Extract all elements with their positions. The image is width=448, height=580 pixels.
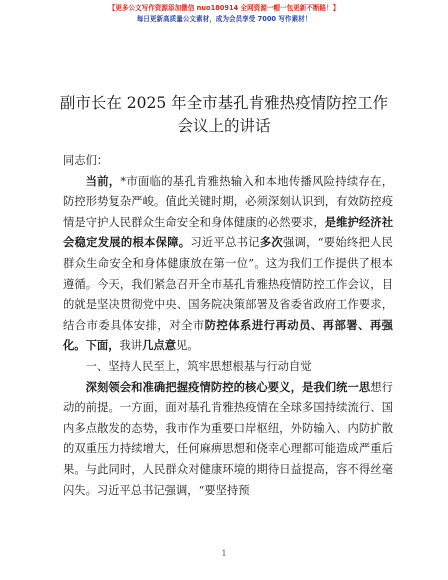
p2-bold-1: 深刻领会和准确把握疫情防控的核心要义，是我们统一思 (85, 380, 371, 394)
section-heading-1: 一、坚持人民至上，筑牢思想根基与行动自觉 (85, 359, 312, 373)
p1-bold-4: 几点意 (142, 339, 177, 353)
p1-bold-2: 多次 (259, 236, 283, 250)
page-number: 1 (221, 549, 227, 558)
document-body (63, 151, 393, 501)
p1-text-4: 我讲 (119, 339, 143, 353)
p1-text-1: *市面临的基孔肯雅热输入和本地传播风险持续存在，防控形势复杂严峻。值此关键时期，必须深刻认识到，有效防控疫情是守护人民群众生命安全和身体健康的必然要求， (63, 174, 393, 229)
p1-text-5: 见。 (176, 339, 199, 353)
greeting: 同志们： (63, 154, 109, 167)
title-line-2: 会议上的讲话 (177, 117, 271, 135)
paragraph-1 (63, 172, 393, 357)
title-line-1: 副市长在 2025 年全市基孔肯雅热疫情防控工作 (59, 94, 389, 112)
p1-text-3: 强调，“要始终把人民群众生命安全和身体健康放在第一位”。这为我们工作提供了根本遵循。今天，我们紧急召开全市基孔肯雅热疫情防控工作会议，目的就是坚决贯彻党中央、国务院决策部署及省委省政府工作要求，结合市委具体安排，对全市 (63, 236, 393, 332)
p1-bold-1: 是维护经济社会稳定发展的根本保障。 (63, 215, 393, 250)
p2-text-1: 想行动的前提。一方面，面对基孔肯雅热疫情在全球多国持续流行、国内多点散发的态势，我市作为重要口岸枢纽，外防输入、内防扩散的双重压力持续增大，任何麻痹思想和侥幸心理都可能造成严重后果。与此同时，人民群众对健康环境的期待日益提高，容不得丝毫闪失。习近平总书记强调，“要坚持预 (63, 380, 393, 497)
paragraph-2 (63, 378, 393, 502)
promo-banner-line-1: 【更多公文写作资源添加微信 nuo180914 全网资源一帽一包更新不断路！】 (108, 4, 340, 12)
document-title (0, 92, 448, 138)
promo-banner-line-2: 每日更新高质量公文素材，成为会员享受 7000 写作素材！ (136, 15, 312, 23)
p1-lead: 当前， (85, 174, 121, 188)
p1-text-2: 习近平总书记 (190, 236, 260, 250)
p1-bold-3: 防控体系进行再动员、再部署、再强化。下面， (63, 318, 393, 353)
promo-banner (0, 3, 448, 25)
